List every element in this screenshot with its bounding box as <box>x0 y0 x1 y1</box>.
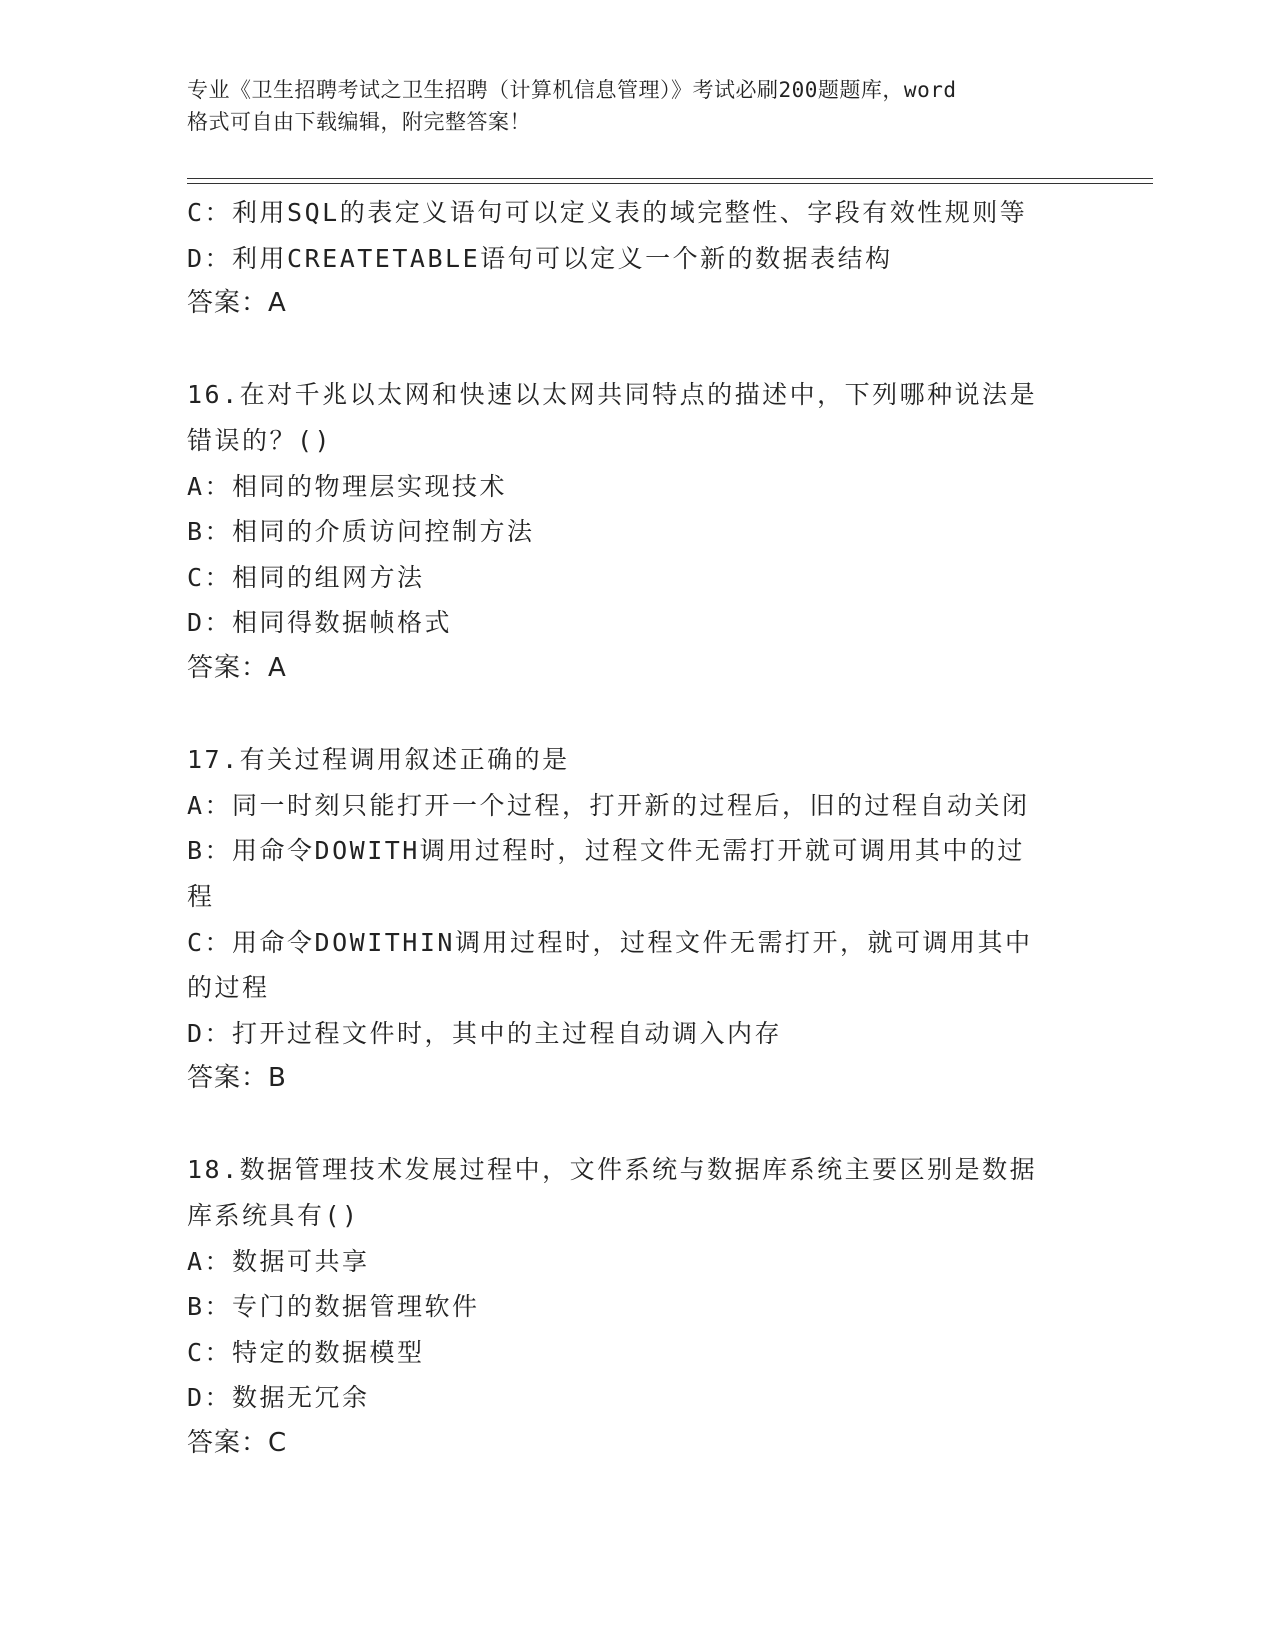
header-rule-bottom <box>187 183 1153 184</box>
q16-answer: 答案：A <box>187 652 287 683</box>
q18-option-d: D：数据无冗余 <box>187 1383 370 1413</box>
q17-option-c-line-1: C：用命令DOWITHIN调用过程时，过程文件无需打开，就可调用其中 <box>187 927 1033 957</box>
q17-option-d: D：打开过程文件时，其中的主过程自动调入内存 <box>187 1018 783 1048</box>
header-line-1: 专业《卫生招聘考试之卫生招聘（计算机信息管理）》考试必刷200题题库，word <box>187 78 957 102</box>
q16-option-b: B：相同的介质访问控制方法 <box>187 517 535 547</box>
question-15-tail <box>187 190 1087 327</box>
q18-option-c: C：特定的数据模型 <box>187 1337 425 1367</box>
q18-option-a: A：数据可共享 <box>187 1246 370 1276</box>
q15-option-c: C：利用SQL的表定义语句可以定义表的域完整性、字段有效性规则等 <box>187 198 1028 227</box>
q16-stem-line-2: 错误的？() <box>187 425 333 455</box>
q15-option-d: D：利用CREATETABLE语句可以定义一个新的数据表结构 <box>187 243 893 273</box>
spacer <box>187 1102 1087 1148</box>
q18-answer: 答案：C <box>187 1428 288 1459</box>
spacer <box>187 692 1087 738</box>
q17-option-a: A：同一时刻只能打开一个过程，打开新的过程后，旧的过程自动关闭 <box>187 790 1030 820</box>
question-16 <box>187 372 1087 691</box>
q18-option-b: B：专门的数据管理软件 <box>187 1292 480 1322</box>
q17-option-b-line-1: B：用命令DOWITH调用过程时，过程文件无需打开就可调用其中的过 <box>187 836 1025 866</box>
q16-option-a: A：相同的物理层实现技术 <box>187 471 508 501</box>
question-17 <box>187 737 1087 1102</box>
header-rule-top <box>187 178 1153 179</box>
q15-answer: 答案：A <box>187 288 287 319</box>
document-header <box>187 74 1087 138</box>
header-line-2: 格式可自由下载编辑，附完整答案！ <box>187 110 531 134</box>
q17-option-b-line-2: 程 <box>187 881 215 911</box>
q17-stem-line-1: 17.有关过程调用叙述正确的是 <box>187 745 570 775</box>
q18-stem-line-2: 库系统具有() <box>187 1201 360 1231</box>
question-list <box>187 190 1087 1467</box>
spacer <box>187 327 1087 373</box>
q17-option-c-line-2: 的过程 <box>187 973 270 1003</box>
q16-stem-line-1: 16.在对千兆以太网和快速以太网共同特点的描述中，下列哪种说法是 <box>187 380 1038 410</box>
q16-option-c: C：相同的组网方法 <box>187 562 425 592</box>
question-18 <box>187 1147 1087 1466</box>
q17-answer: 答案：B <box>187 1063 287 1094</box>
q18-stem-line-1: 18.数据管理技术发展过程中，文件系统与数据库系统主要区别是数据 <box>187 1155 1038 1185</box>
q16-option-d: D：相同得数据帧格式 <box>187 608 453 638</box>
